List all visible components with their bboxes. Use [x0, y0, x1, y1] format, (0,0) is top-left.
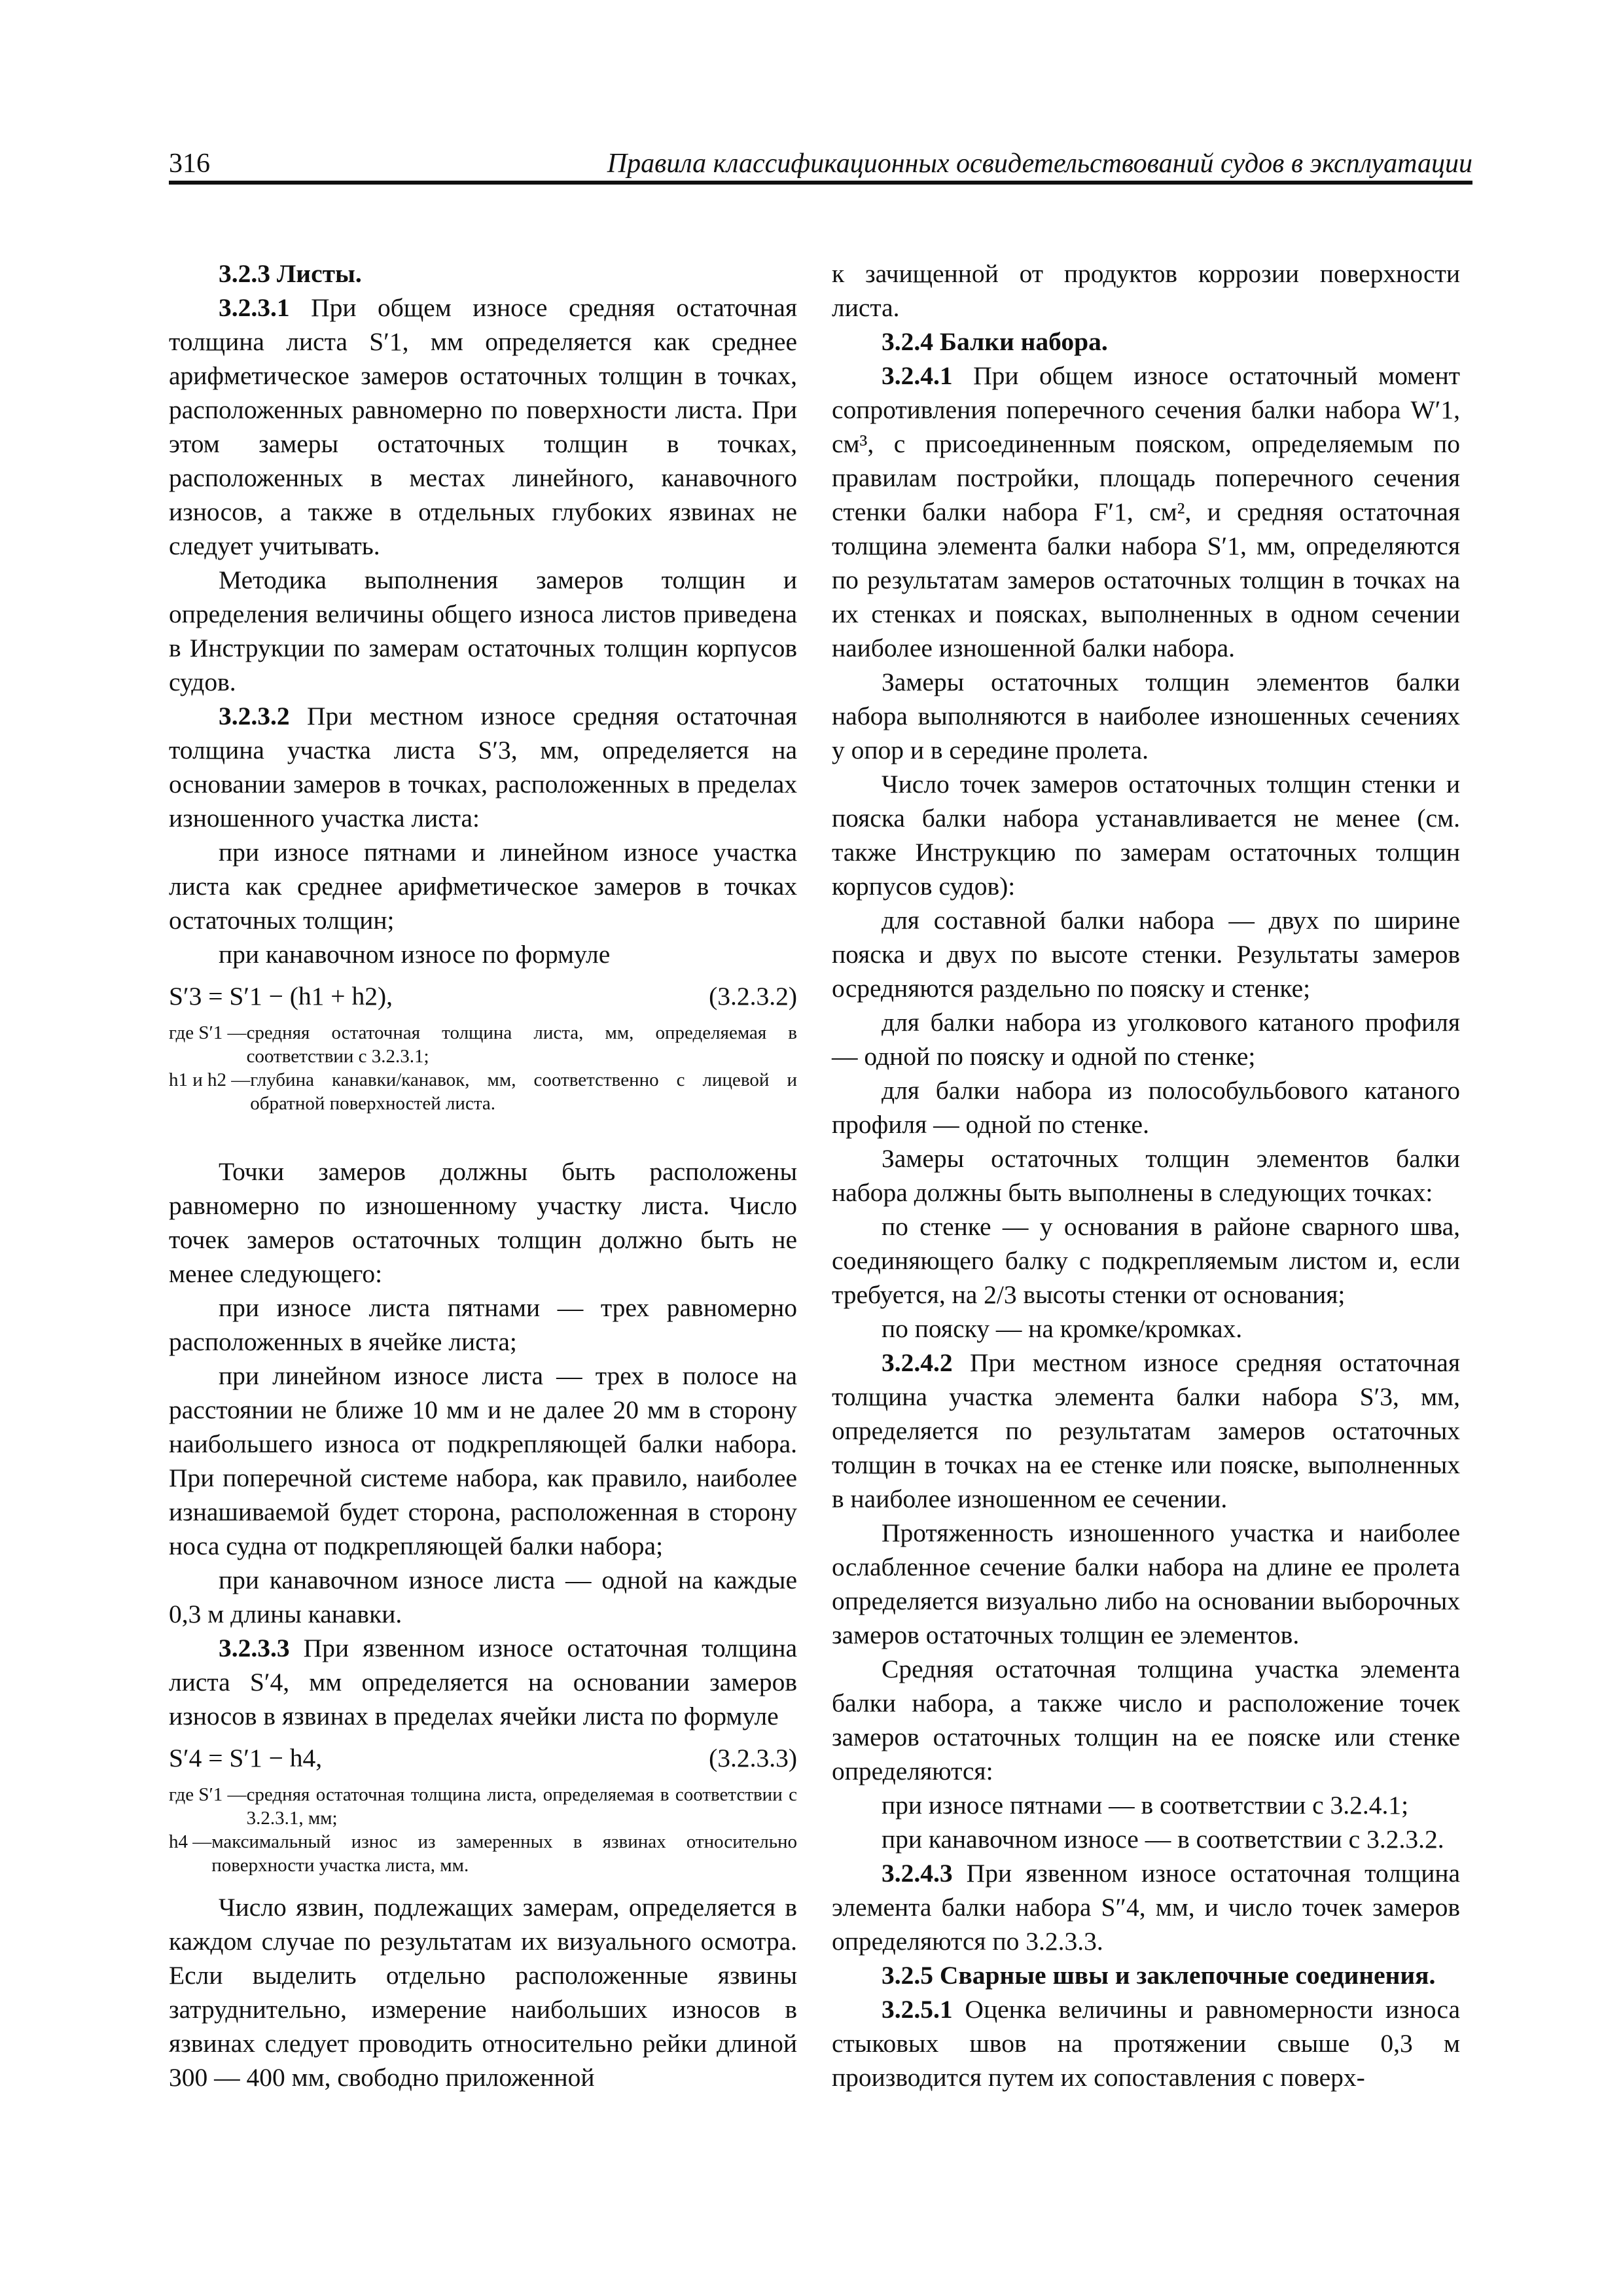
- paragraph-text: При язвенном износе остаточная толщина элемента балки набора S″4, мм, и число точек замеров определяются по 3.2.3.3.: [832, 1859, 1460, 1956]
- paragraph: при износе листа пятнами — трех равномерно расположенных в ячейке листа;: [169, 1293, 797, 1356]
- paragraph: для балки набора из уголкового катаного профиля — одной по пояску и одной по стенке;: [832, 1008, 1460, 1071]
- paragraph: при канавочном износе — в соответствии с 3.2.3.2.: [882, 1825, 1444, 1854]
- paragraph: при канавочном износе по формуле: [219, 940, 611, 969]
- formula-3-2-3-2: [169, 979, 797, 1013]
- clause-number: 3.2.3.1: [219, 293, 290, 322]
- formula-legend: [169, 1783, 797, 1877]
- paragraph: [169, 699, 797, 835]
- clause-number: 3.2.4.3: [882, 1859, 953, 1888]
- spacer: [169, 1877, 797, 1890]
- formula-number: (3.2.3.2): [709, 982, 797, 1011]
- paragraph-text: При общем износе остаточный момент сопротивления поперечного сечения балки набора W′1, см³, с присоединенным пояском, определяемым по правилам постройки, площадь поперечного сечения стенки балки набора F′1, см², и средняя остаточная толщина элемента балки набора S′1, мм, определяются по результатам замеров остаточных толщин в точках на их стенках и поясках, выполненных в одном сечении наиболее изношенной балки набора.: [832, 361, 1460, 662]
- paragraph: при износе пятнами — в соответствии с 3.2.4.1;: [882, 1791, 1409, 1820]
- legend-term: где S′1 —: [169, 1784, 247, 1805]
- paragraph: к зачищенной от продуктов коррозии поверхности листа.: [832, 259, 1460, 322]
- paragraph: при износе пятнами и линейном износе участка листа как среднее арифметическое замеров в точках остаточных толщин;: [169, 838, 797, 935]
- legend-text: средняя остаточная толщина листа, мм, определяемая в соответствии с 3.2.3.1;: [246, 1022, 797, 1067]
- paragraph: для составной балки набора — двух по ширине пояска и двух по высоте стенки. Результаты замеров осредняются раздельно по пояску и стенке;: [832, 906, 1460, 1003]
- spacer: [169, 1115, 797, 1155]
- legend-term: h4 —: [169, 1831, 212, 1852]
- paragraph: Замеры остаточных толщин элементов балки набора выполняются в наиболее изношенных сечениях у опор и в середине пролета.: [832, 668, 1460, 764]
- formula-number: (3.2.3.3): [709, 1744, 797, 1772]
- running-title: Правила классификационных освидетельствований судов в эксплуатации: [607, 149, 1472, 179]
- paragraph: [832, 1346, 1460, 1516]
- formula-expression: S′4 = S′1 − h4,: [169, 1744, 323, 1772]
- page-number: 316: [169, 149, 210, 179]
- clause-number: 3.2.4.1: [882, 361, 953, 390]
- paragraph: для балки набора из полособульбового катаного профиля — одной по стенке.: [832, 1076, 1460, 1139]
- paragraph: Протяженность изношенного участка и наиболее ослабленное сечение балки набора на длине ее пролета определяется визуально либо на основании выборочных замеров остаточных толщин ее элементов.: [832, 1518, 1460, 1649]
- right-column: [832, 257, 1460, 2094]
- paragraph: по пояску — на кромке/кромках.: [882, 1314, 1243, 1343]
- paragraph: Число точек замеров остаточных толщин стенки и пояска балки набора устанавливается не менее (см. также Инструкцию по замерам остаточных толщин корпусов судов):: [832, 770, 1460, 901]
- legend-text: глубина канавки/канавок, мм, соответственно с лицевой и обратной поверхностей листа.: [250, 1069, 797, 1114]
- section-heading-3-2-5: 3.2.5 Сварные швы и заклепочные соединения.: [882, 1961, 1436, 1990]
- paragraph: Число язвин, подлежащих замерам, определяется в каждом случае по результатам их визуального осмотра. Если выделить отдельно расположенные язвины затруднительно, измерение наибольших износов в язвинах следует проводить относительно рейки длиной 300 — 400 мм, свободно приложенной: [169, 1893, 797, 2092]
- formula-expression: S′3 = S′1 − (h1 + h2),: [169, 982, 393, 1011]
- paragraph: при канавочном износе листа — одной на каждые 0,3 м длины канавки.: [169, 1566, 797, 1628]
- paragraph: по стенке — у основания в районе сварного шва, соединяющего балку с подкрепляемым листом и, если требуется, на 2/3 высоты стенки от основания;: [832, 1212, 1460, 1309]
- legend-row: [169, 1830, 797, 1877]
- clause-number: 3.2.3.2: [219, 702, 290, 730]
- legend-row: [169, 1021, 797, 1068]
- paragraph-text: При местном износе средняя остаточная толщина участка листа S′3, мм, определяется на основании замеров в точках, расположенных в пределах изношенного участка листа:: [169, 702, 797, 833]
- paragraph: [169, 1631, 797, 1733]
- section-heading-3-2-4: 3.2.4 Балки набора.: [882, 327, 1108, 356]
- paragraph: Средняя остаточная толщина участка элемента балки набора, а также число и расположение точек замеров остаточных толщин на ее пояске или стенке определяются:: [832, 1655, 1460, 1785]
- paragraph-text: При общем износе средняя остаточная толщина листа S′1, мм определяется как среднее арифметическое замеров остаточных толщин в точках, расположенных равномерно по поверхности листа. При этом замеры остаточных толщин в точках, расположенных в местах линейного, канавочного износов, а также в отдельных глубоких язвинах не следует учитывать.: [169, 293, 797, 560]
- clause-number: 3.2.4.2: [882, 1348, 953, 1377]
- page-header: [169, 145, 1472, 182]
- header-rule: [169, 181, 1472, 185]
- legend-row: [169, 1068, 797, 1115]
- legend-term: где S′1 —: [169, 1022, 247, 1043]
- clause-number: 3.2.3.3: [219, 1634, 290, 1662]
- legend-term: h1 и h2 —: [169, 1069, 251, 1090]
- section-heading-3-2-3: 3.2.3 Листы.: [219, 259, 362, 288]
- legend-text: максимальный износ из замеренных в язвинах относительно поверхности участка листа, мм.: [211, 1831, 797, 1876]
- formula-3-2-3-3: [169, 1741, 797, 1775]
- formula-legend: [169, 1021, 797, 1115]
- paragraph: [832, 1992, 1460, 2094]
- paragraph: Замеры остаточных толщин элементов балки набора должны быть выполнены в следующих точках:: [832, 1144, 1460, 1207]
- clause-number: 3.2.5.1: [882, 1995, 953, 2024]
- legend-text: средняя остаточная толщина листа, определяемая в соответствии с 3.2.3.1, мм;: [246, 1784, 797, 1829]
- left-column: [169, 257, 797, 2094]
- legend-row: [169, 1783, 797, 1830]
- paragraph: Точки замеров должны быть расположены равномерно по изношенному участку листа. Число точек замеров остаточных толщин должно быть не менее следующего:: [169, 1157, 797, 1288]
- paragraph: [832, 1856, 1460, 1958]
- paragraph: при линейном износе листа — трех в полосе на расстоянии не ближе 10 мм и не далее 20 мм в сторону наибольшего износа от подкрепляющей балки набора. При поперечной системе набора, как правило, наиболее изнашиваемой будет сторона, расположенная в сторону носа судна от подкрепляющей балки набора;: [169, 1361, 797, 1560]
- paragraph: Методика выполнения замеров толщин и определения величины общего износа листов приведена в Инструкции по замерам остаточных толщин корпусов судов.: [169, 565, 797, 696]
- paragraph: [832, 359, 1460, 665]
- paragraph-text: Оценка величины и равномерности износа стыковых швов на протяжении свыше 0,3 м производится путем их сопоставления с поверх-: [832, 1995, 1460, 2092]
- paragraph-text: При язвенном износе остаточная толщина листа S′4, мм определяется на основании замеров износов в язвинах в пределах ячейки листа по формуле: [169, 1634, 797, 1731]
- paragraph: [169, 291, 797, 563]
- paragraph-text: При местном износе средняя остаточная толщина участка элемента балки набора S′3, мм, определяется по результатам замеров остаточных толщин в точках на ее стенке или пояске, выполненных в наиболее изношенном ее сечении.: [832, 1348, 1460, 1513]
